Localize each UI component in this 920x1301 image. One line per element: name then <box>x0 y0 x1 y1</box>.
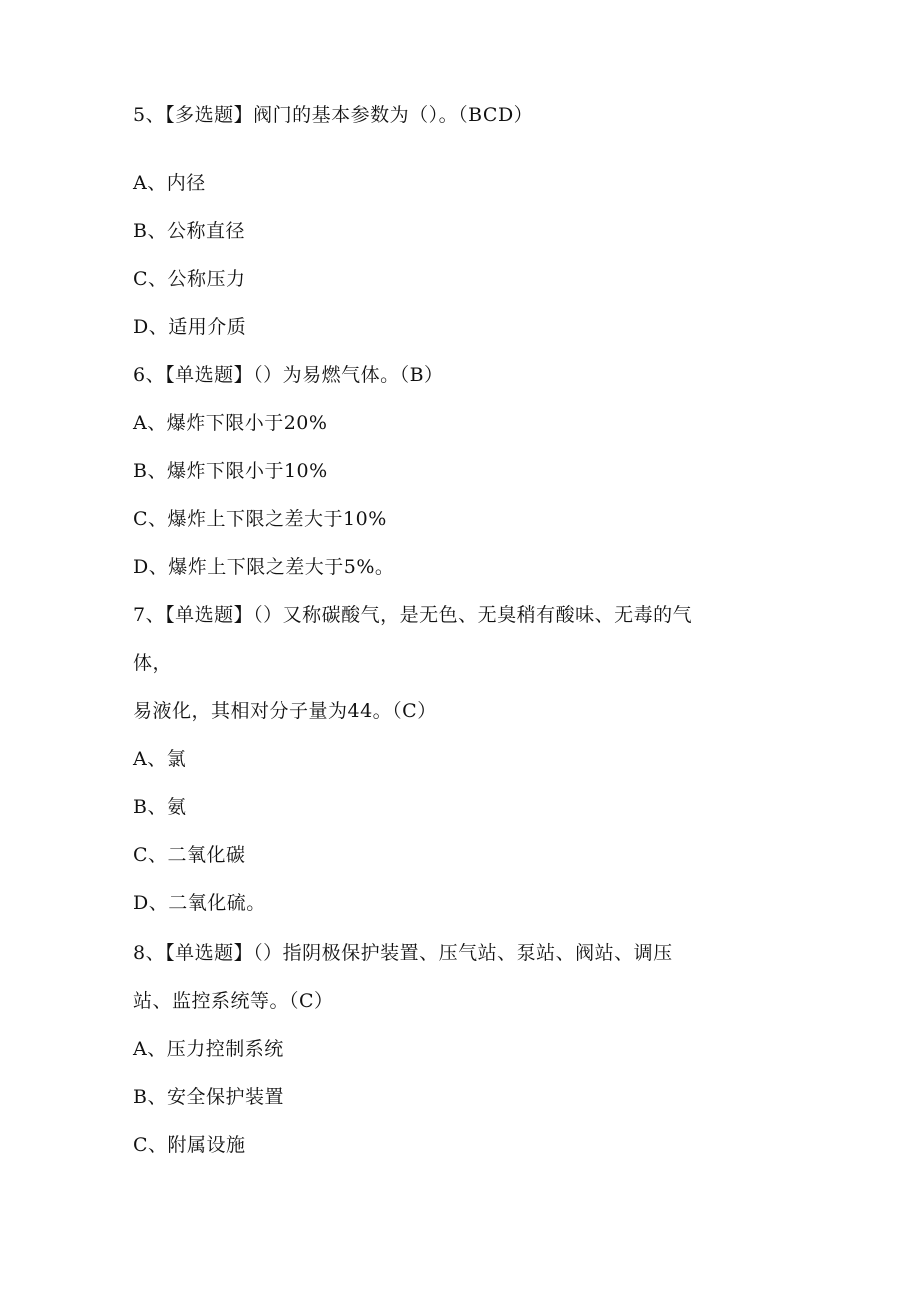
question-7-option-a: A、氯 <box>133 748 187 770</box>
question-5-option-c: C、公称压力 <box>133 268 246 290</box>
question-8-option-b: B、安全保护装置 <box>133 1086 284 1108</box>
question-7-stem-line-2: 体， <box>133 652 173 674</box>
question-7-stem-line-1: 7、【单选题】（）又称碳酸气，是无色、无臭稍有酸味、无毒的气 <box>133 604 693 626</box>
question-5-option-b: B、公称直径 <box>133 220 245 242</box>
question-6-stem: 6、【单选题】（）为易燃气体。（B） <box>133 364 444 386</box>
question-8-option-a: A、压力控制系统 <box>133 1038 284 1060</box>
question-7-option-b: B、氨 <box>133 796 187 818</box>
question-7-stem-line-3: 易液化，其相对分子量为44。（C） <box>133 700 437 722</box>
question-7-option-c: C、二氧化碳 <box>133 844 246 866</box>
question-5-option-a: A、内径 <box>133 172 206 194</box>
question-8-option-c: C、附属设施 <box>133 1134 246 1156</box>
question-6-option-b: B、爆炸下限小于10% <box>133 460 328 482</box>
question-8-stem-line-1: 8、【单选题】（）指阴极保护装置、压气站、泵站、阀站、调压 <box>133 942 673 964</box>
question-7-option-d: D、二氧化硫。 <box>133 892 266 914</box>
question-6-option-d: D、爆炸上下限之差大于5%。 <box>133 556 395 578</box>
question-6-option-c: C、爆炸上下限之差大于10% <box>133 508 387 530</box>
question-6-option-a: A、爆炸下限小于20% <box>133 412 328 434</box>
question-5-option-d: D、适用介质 <box>133 316 247 338</box>
question-8-stem-line-2: 站、监控系统等。（C） <box>133 990 334 1012</box>
question-5-stem: 5、【多选题】阀门的基本参数为（）。（BCD） <box>133 104 534 126</box>
